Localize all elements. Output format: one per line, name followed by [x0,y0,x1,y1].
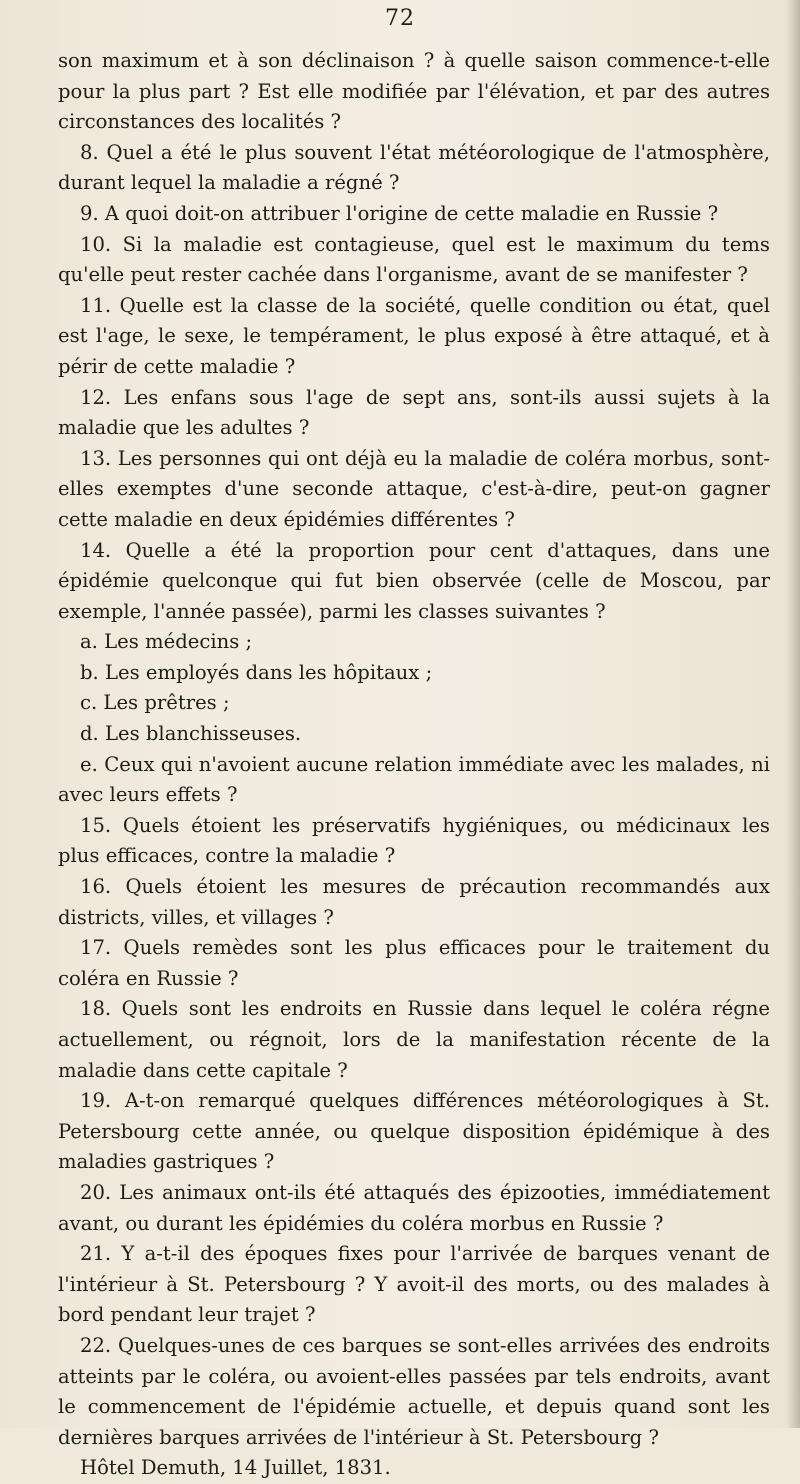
question-14-item-e: e. Ceux qui n'avoient aucune relation immédiate avec les malades, ni avec leurs effets ? [58,752,770,807]
questionnaire-text [58,46,770,1484]
paragraph-continuation: son maximum et à son déclinaison ? à quelle saison commence-t-elle pour la plus part ? Est elle modifiée par l'élévation, et par des autres circonstances des localités ? [58,49,770,134]
question-17: 17. Quels remèdes sont les plus efficaces pour le traitement du coléra en Russie ? [58,936,770,990]
question-16: 16. Quels étoient les mesures de précaution recommandés aux districts, villes, et villages ? [58,875,770,929]
page-number: 72 [385,6,415,31]
question-14-item-c: c. Les prêtres ; [80,691,230,715]
question-8: 8. Quel a été le plus souvent l'état météorologique de l'atmosphère, durant lequel la maladie a régné ? [58,140,770,195]
question-20: 20. Les animaux ont-ils été attaqués des épizooties, immédiatement avant, ou durant les épidémies du coléra morbus en Russie ? [58,1180,770,1235]
question-14-item-b: b. Les employés dans les hôpitaux ; [80,660,433,684]
question-18: 18. Quels sont les endroits en Russie dans lequel le coléra régne actuellement, ou régnoit, lors de la manifestation récente de la maladie dans cette capitale ? [58,997,770,1082]
signature-line: Hôtel Demuth, 14 Juillet, 1831. [80,1456,391,1480]
question-11: 11. Quelle est la classe de la société, quelle condition ou état, quel est l'age, le sexe, le tempérament, le plus exposé à être attaqué, et à périr de cette maladie ? [58,293,770,378]
page-edge-shadow [786,0,800,1428]
question-19: 19. A-t-on remarqué quelques différences météorologiques à St. Petersbourg cette année, ou quelque disposition épidémique à des maladies gastriques ? [58,1089,770,1174]
question-21: 21. Y a-t-il des époques fixes pour l'arrivée de barques venant de l'intérieur à St. Petersbourg ? Y avoit-il des morts, ou des malades à bord pendant leur trajet ? [58,1242,770,1327]
question-14-item-a: a. Les médecins ; [80,630,253,654]
question-10: 10. Si la maladie est contagieuse, quel est le maximum du tems qu'elle peut rester cachée dans l'organisme, avant de se manifester ? [58,232,770,287]
question-13: 13. Les personnes qui ont déjà eu la maladie de coléra morbus, sont-elles exemptes d'une seconde attaque, c'est-à-dire, peut-on gagner cette maladie en deux épidémies différentes ? [58,446,770,531]
question-9: 9. A quoi doit-on attribuer l'origine de cette maladie en Russie ? [80,201,719,225]
question-14-item-d: d. Les blanchisseuses. [80,722,302,746]
question-14: 14. Quelle a été la proportion pour cent d'attaques, dans une épidémie quelconque qui fut bien observée (celle de Moscou, par exemple, l'année passée), parmi les classes suivantes ? [58,538,770,623]
question-15: 15. Quels étoient les préservatifs hygiéniques, ou médicinaux les plus efficaces, contre la maladie ? [58,813,770,868]
question-22: 22. Quelques-unes de ces barques se sont-elles arrivées des endroits atteints par le coléra, ou avoient-elles passées par tels endroits, avant le commencement de l'épidémie actuelle, et depuis quand sont les dernières barques arrivées de l'intérieur à St. Petersbourg ? [58,1333,770,1449]
question-12: 12. Les enfans sous l'age de sept ans, sont-ils aussi sujets à la maladie que les adultes ? [58,385,770,440]
